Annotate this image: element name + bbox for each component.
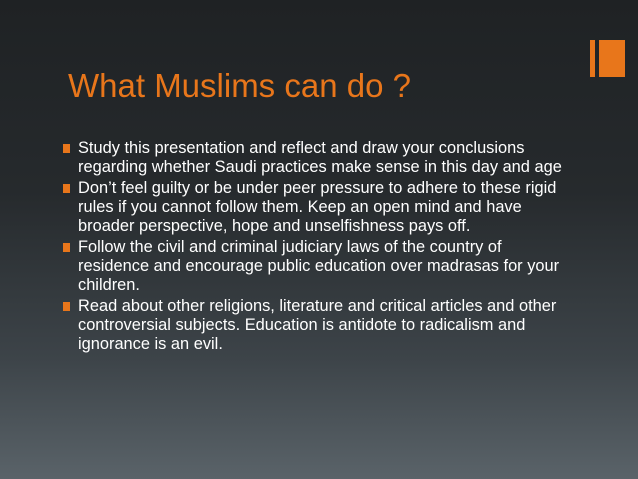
bullet-list	[63, 139, 573, 356]
bullet-item	[63, 139, 573, 177]
bullet-square-icon	[63, 184, 70, 193]
accent-bar-thick	[599, 40, 625, 77]
bullet-text: Read about other religions, literature and critical articles and other controversial subjects. Education is antidote to radicalism and ignorance is an evil.	[78, 297, 557, 353]
bullet-square-icon	[63, 243, 70, 252]
bullet-text: Follow the civil and criminal judiciary laws of the country of residence and encourage public education over madrasas for your children.	[78, 238, 560, 294]
bullet-item	[63, 238, 573, 295]
slide-title: What Muslims can do ?	[68, 67, 411, 104]
bullet-item	[63, 297, 573, 354]
bullet-square-icon	[63, 144, 70, 153]
accent-bar-thin	[590, 40, 595, 77]
bullet-text: Don’t feel guilty or be under peer pressure to adhere to these rigid rules if you cannot follow them. Keep an open mind and have broader perspective, hope and unselfishness pays off.	[78, 179, 557, 235]
bullet-item	[63, 179, 573, 236]
bullet-text: Study this presentation and reflect and draw your conclusions regarding whether Saudi practices make sense in this day and age	[78, 139, 562, 176]
bullet-square-icon	[63, 302, 70, 311]
